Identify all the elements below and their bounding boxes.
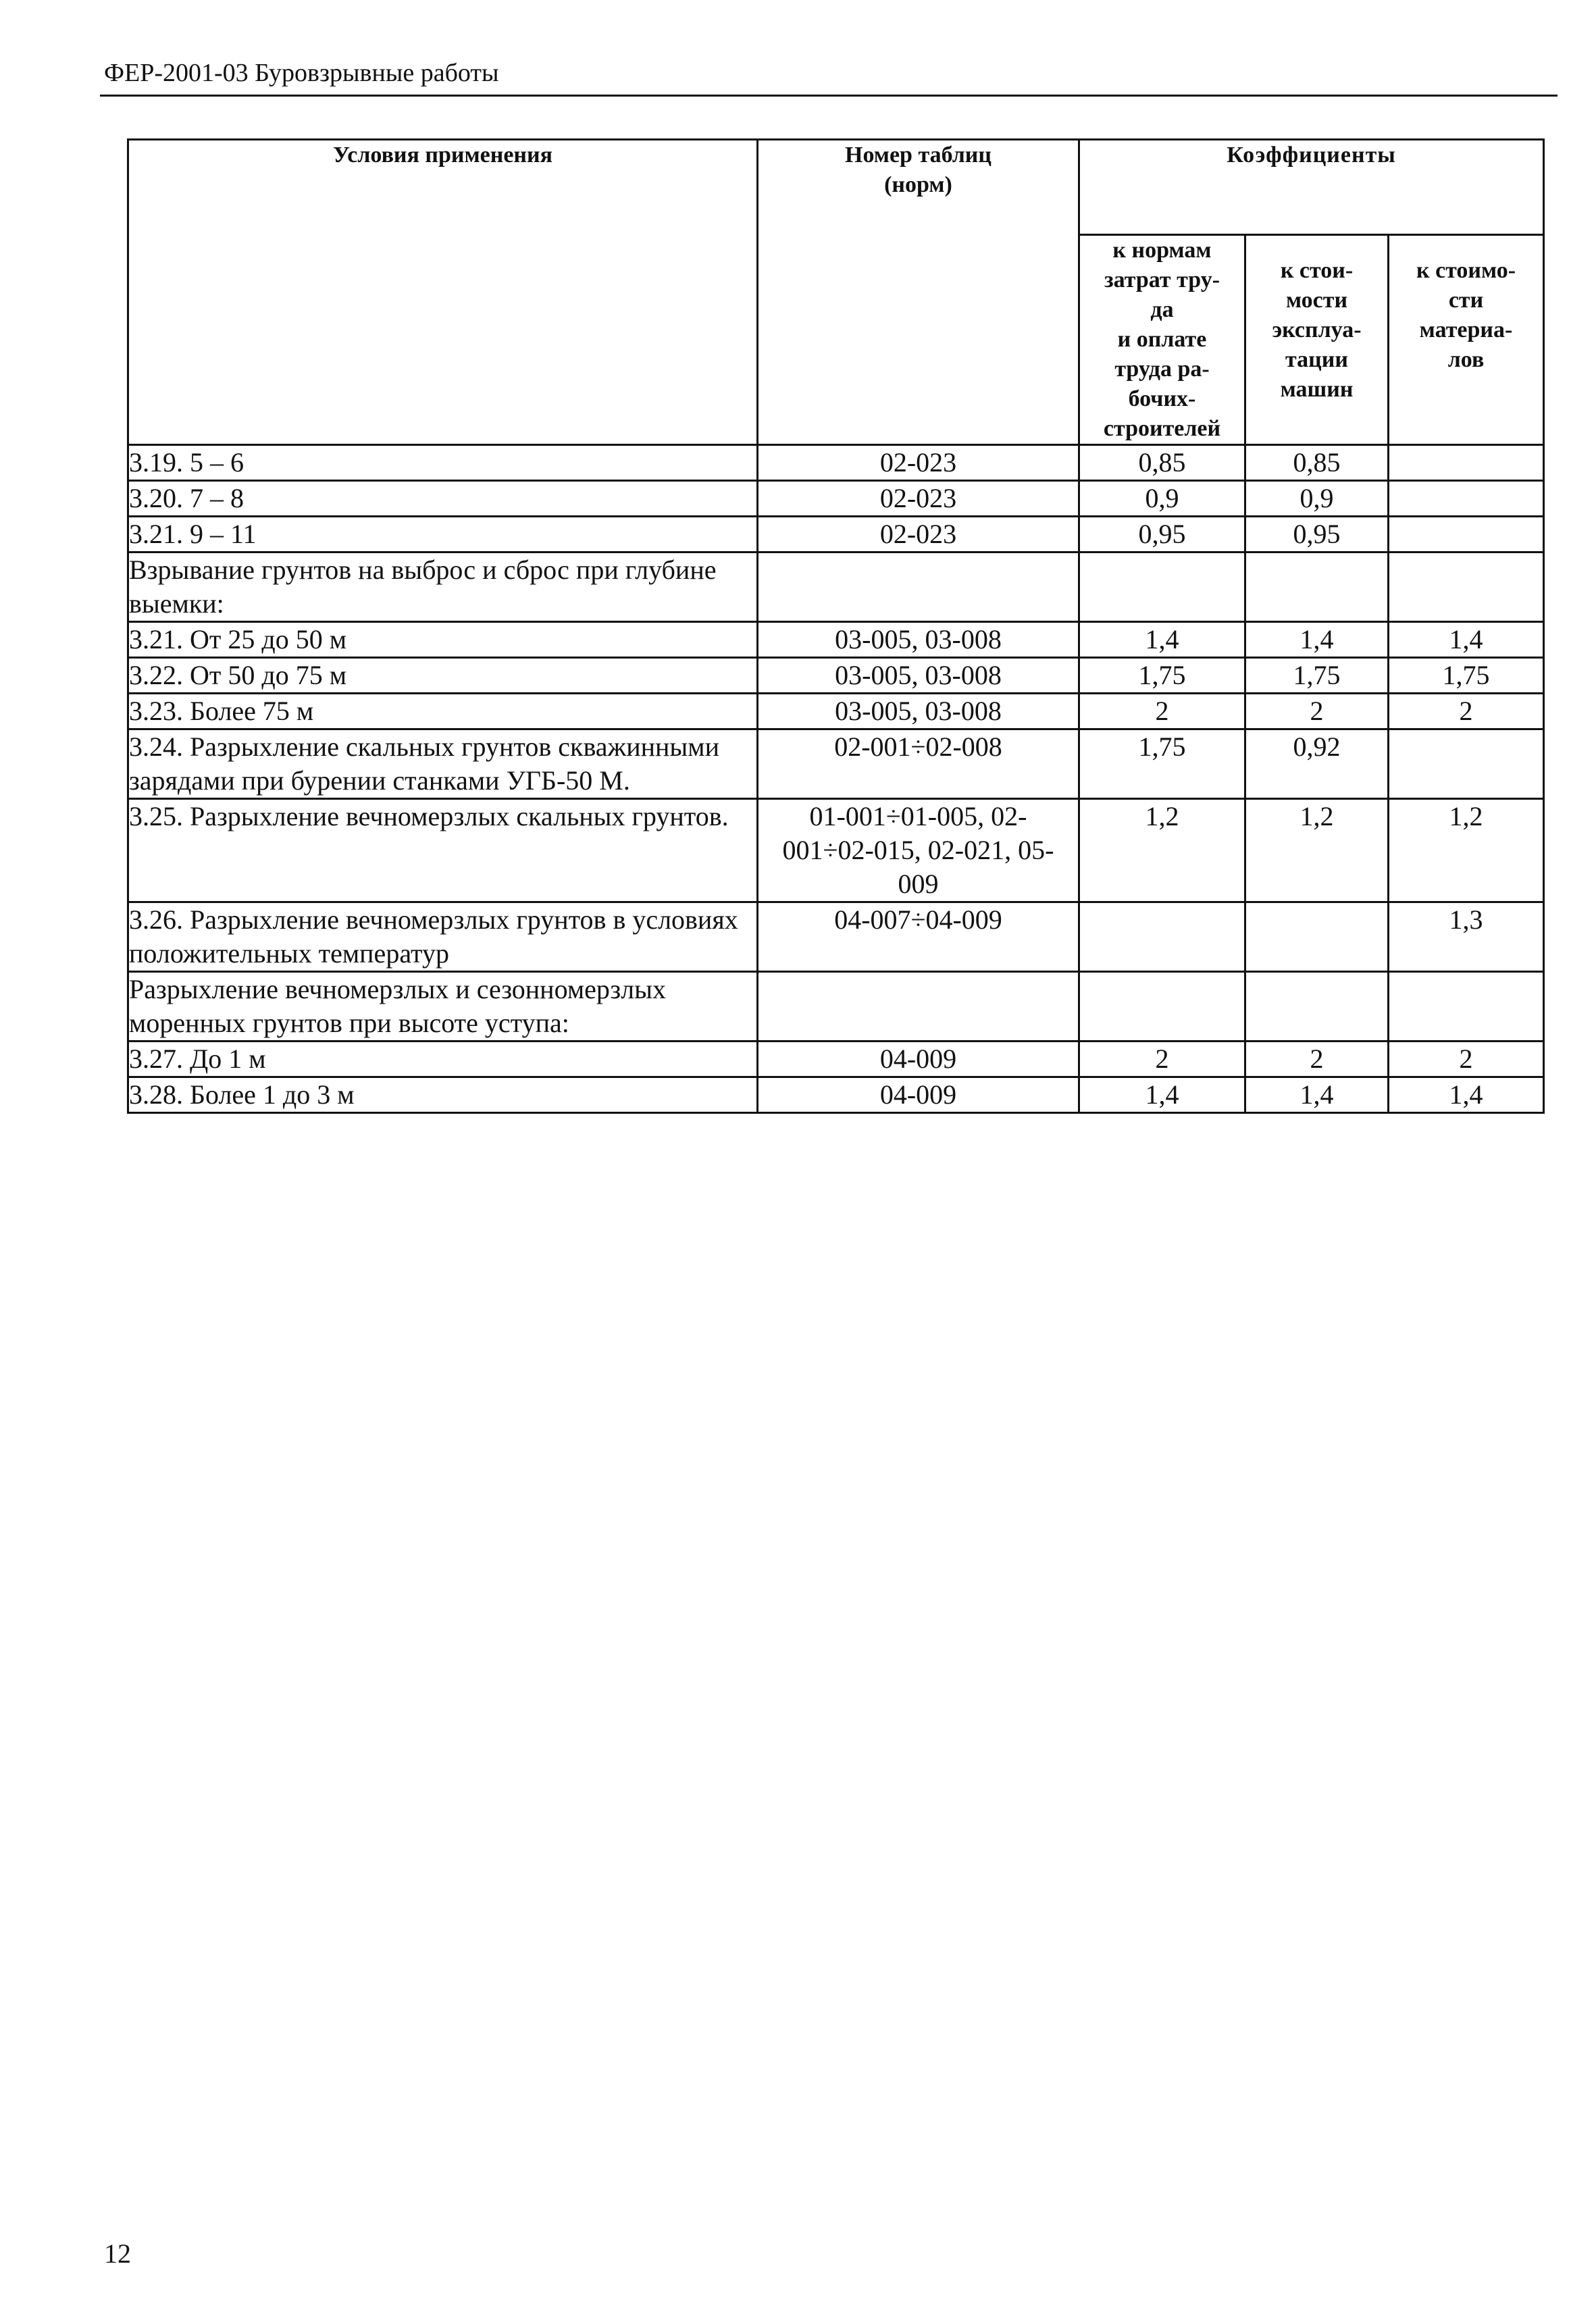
materials-coefficient: 1,4: [1389, 1077, 1544, 1113]
header-rule: [100, 95, 1558, 97]
table-row: [128, 729, 1544, 799]
header-machines-line: тации: [1285, 347, 1348, 372]
labor-coefficient: 1,2: [1079, 799, 1245, 902]
materials-coefficient: 2: [1389, 694, 1544, 729]
header-materials-line: материа-: [1419, 317, 1513, 342]
labor-coefficient: [1079, 972, 1245, 1042]
condition-cell: Разрыхление вечномерзлых и сезонномерзлых моренных грунтов при высоте уступа:: [128, 972, 758, 1042]
condition-cell: 3.22. От 50 до 75 м: [128, 658, 758, 694]
materials-coefficient: [1389, 972, 1544, 1042]
table-number-cell: 02-023: [758, 445, 1079, 481]
header-labor-line: затрат тру-: [1104, 267, 1220, 292]
labor-coefficient: 2: [1079, 694, 1245, 729]
machines-coefficient: [1245, 552, 1389, 622]
header-table-number: [758, 140, 1079, 445]
header-labor-line: строителей: [1103, 416, 1221, 441]
header-machines-line: эксплуа-: [1272, 317, 1362, 342]
header-labor-line: и оплате: [1117, 327, 1207, 352]
machines-coefficient: 1,4: [1245, 1077, 1389, 1113]
materials-coefficient: [1389, 552, 1544, 622]
materials-coefficient: 1,4: [1389, 622, 1544, 658]
table-number-cell: [758, 972, 1079, 1042]
page-number: 12: [104, 2238, 131, 2269]
materials-coefficient: 1,3: [1389, 902, 1544, 972]
labor-coefficient: 1,4: [1079, 1077, 1245, 1113]
materials-coefficient: [1389, 517, 1544, 552]
table-row: [128, 445, 1544, 481]
table-row: [128, 1042, 1544, 1077]
condition-cell: 3.26. Разрыхление вечномерзлых грунтов в условиях положительных температур: [128, 902, 758, 972]
labor-coefficient: 0,95: [1079, 517, 1245, 552]
running-header: [100, 53, 1552, 93]
machines-coefficient: 0,9: [1245, 481, 1389, 517]
table-number-cell: 02-023: [758, 517, 1079, 552]
materials-coefficient: 1,2: [1389, 799, 1544, 902]
materials-coefficient: [1389, 445, 1544, 481]
condition-cell: 3.27. До 1 м: [128, 1042, 758, 1077]
table-number-cell: 03-005, 03-008: [758, 658, 1079, 694]
header-labor-line: да: [1150, 297, 1174, 322]
condition-cell: 3.28. Более 1 до 3 м: [128, 1077, 758, 1113]
table-number-cell: 04-009: [758, 1042, 1079, 1077]
table-row-group-heading: [128, 972, 1544, 1042]
table-row: [128, 658, 1544, 694]
labor-coefficient: 1,75: [1079, 658, 1245, 694]
machines-coefficient: 0,95: [1245, 517, 1389, 552]
labor-coefficient: [1079, 902, 1245, 972]
header-labor: [1079, 235, 1245, 445]
header-labor-line: труда ра-: [1114, 357, 1210, 382]
table-row: [128, 694, 1544, 729]
materials-coefficient: 1,75: [1389, 658, 1544, 694]
machines-coefficient: 1,2: [1245, 799, 1389, 902]
table-number-cell: 01-001÷01-005, 02-001÷02-015, 02-021, 05-009: [758, 799, 1079, 902]
machines-coefficient: 1,4: [1245, 622, 1389, 658]
labor-coefficient: 2: [1079, 1042, 1245, 1077]
condition-cell: 3.19. 5 – 6: [128, 445, 758, 481]
table-row: [128, 622, 1544, 658]
table-row: [128, 902, 1544, 972]
header-materials-line: лов: [1447, 347, 1485, 372]
condition-cell: 3.25. Разрыхление вечномерзлых скальных грунтов.: [128, 799, 758, 902]
header-materials-line: сти: [1448, 288, 1484, 313]
table-number-cell: 02-023: [758, 481, 1079, 517]
document-title: ФЕР-2001-03 Буровзрывные работы: [104, 59, 499, 87]
condition-cell: 3.24. Разрыхление скальных грунтов скважинными зарядами при бурении станками УГБ-50 М.: [128, 729, 758, 799]
header-machines: [1245, 235, 1389, 445]
header-row-1: [128, 140, 1544, 235]
materials-coefficient: [1389, 729, 1544, 799]
header-coefficients: Коэффициенты: [1079, 140, 1544, 235]
header-machines-line: машин: [1280, 377, 1354, 402]
machines-coefficient: 0,85: [1245, 445, 1389, 481]
labor-coefficient: [1079, 552, 1245, 622]
table-number-cell: [758, 552, 1079, 622]
header-materials: [1389, 235, 1544, 445]
condition-cell: 3.23. Более 75 м: [128, 694, 758, 729]
header-machines-line: к стои-: [1280, 258, 1354, 283]
table-row: [128, 799, 1544, 902]
table-number-cell: 04-009: [758, 1077, 1079, 1113]
table-row: [128, 517, 1544, 552]
labor-coefficient: 1,4: [1079, 622, 1245, 658]
materials-coefficient: [1389, 481, 1544, 517]
table-number-cell: 04-007÷04-009: [758, 902, 1079, 972]
labor-coefficient: 0,9: [1079, 481, 1245, 517]
machines-coefficient: 2: [1245, 694, 1389, 729]
table-number-cell: 02-001÷02-008: [758, 729, 1079, 799]
header-materials-line: к стоимо-: [1416, 258, 1516, 283]
header-table-number-line2: (норм): [884, 172, 952, 197]
condition-cell: Взрывание грунтов на выброс и сброс при глубине выемки:: [128, 552, 758, 622]
materials-coefficient: 2: [1389, 1042, 1544, 1077]
labor-coefficient: 0,85: [1079, 445, 1245, 481]
header-machines-line: мости: [1285, 288, 1348, 313]
table-row: [128, 481, 1544, 517]
machines-coefficient: 2: [1245, 1042, 1389, 1077]
machines-coefficient: 1,75: [1245, 658, 1389, 694]
table-row-group-heading: [128, 552, 1544, 622]
condition-cell: 3.20. 7 – 8: [128, 481, 758, 517]
condition-cell: 3.21. От 25 до 50 м: [128, 622, 758, 658]
header-conditions: Условия применения: [128, 140, 758, 445]
machines-coefficient: [1245, 972, 1389, 1042]
machines-coefficient: 0,92: [1245, 729, 1389, 799]
table-number-cell: 03-005, 03-008: [758, 694, 1079, 729]
machines-coefficient: [1245, 902, 1389, 972]
header-labor-line: бочих-: [1128, 386, 1196, 411]
coefficients-table: [127, 138, 1545, 1114]
header-table-number-line1: Номер таблиц: [845, 143, 992, 168]
header-labor-line: к нормам: [1112, 238, 1212, 263]
table-number-cell: 03-005, 03-008: [758, 622, 1079, 658]
condition-cell: 3.21. 9 – 11: [128, 517, 758, 552]
labor-coefficient: 1,75: [1079, 729, 1245, 799]
table-row: [128, 1077, 1544, 1113]
